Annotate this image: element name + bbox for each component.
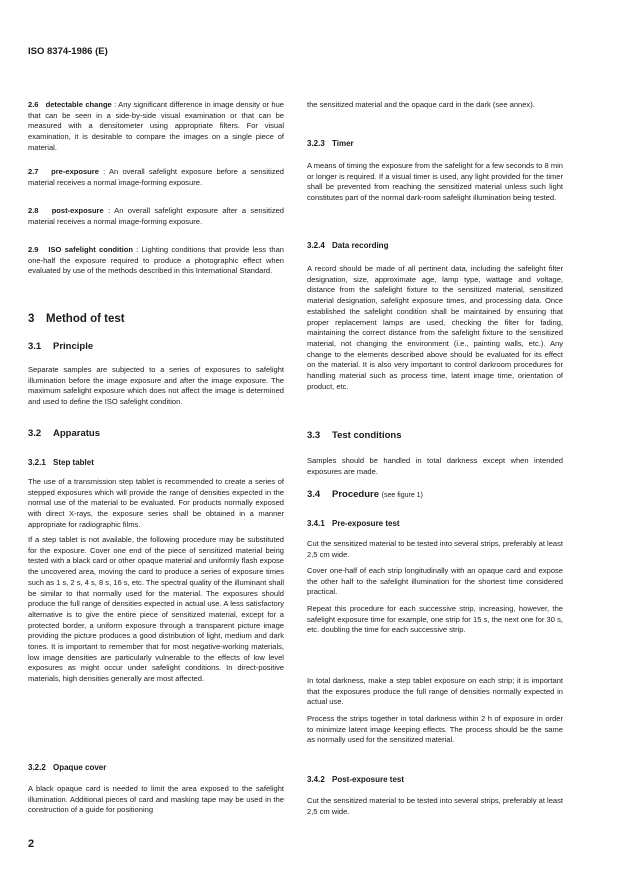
post-exposure-paragraph: Cut the sensitized material to be tested into several strips, preferably at least 2,5 cm wide. (307, 796, 563, 816)
page-number: 2 (28, 838, 35, 850)
section-3-2-2-heading (28, 763, 106, 772)
pre-exposure-paragraph-4: In total darkness, make a step tablet exposure on each strip; it is important that the exposures produce the full range of densities normally expected in actual use. (307, 676, 563, 707)
timer-paragraph: A means of timing the exposure from the safelight for a few seconds to 8 min or longer is required. If a visual timer is used, any light provided for the timer shall be prevented from reaching the sensitized material unless such light constitutes part of the normal dark-room safelight illumination being tested. (307, 161, 563, 203)
def-term: post-exposure (51, 206, 104, 215)
step-tablet-paragraph-1: The use of a transmission step tablet is recommended to create a series of stepped exposures which will provide the range of densities expected in the normal use of the material to be evaluated. For products normally exposed with direct X-rays, the exposure series shall be obtained in a manner appropriate for radiographic films. (28, 477, 284, 529)
section-title: Data recording (332, 241, 389, 250)
section-title: Opaque cover (53, 763, 107, 772)
def-text: : Any significant difference in image density or hue that can be seen in a side-by-side visual examination or that can be measured with a densitometer using appropriate filters. For visual examination, it is desirable to compare the images on a single piece of material. (28, 100, 284, 152)
opaque-cover-paragraph: A black opaque card is needed to limit the area exposed to the safelight illumination. Additional pieces of card and masking tape may be used in the construction of a guide for positioning (28, 784, 284, 815)
def-text: : An overall safelight exposure after a sensitized material receives a normal image-forming exposure. (28, 206, 284, 226)
section-num: 3 (28, 313, 35, 325)
section-title: Apparatus (53, 428, 100, 439)
pre-exposure-paragraph-3: Repeat this procedure for each successive strip, increasing, however, the safelight exposure time for example, one strip for 15 s, the next one for 30 s, etc. doubling the time for each successive strip. (307, 604, 563, 635)
section-3-2-4-heading (307, 241, 388, 250)
section-title: Method of test (46, 313, 125, 325)
figure-reference: (see figure 1) (381, 492, 423, 499)
section-3-2-heading (28, 428, 100, 439)
def-text: : Lighting conditions that provide less than one-half the exposure required to produce a photographic effect when evaluated by use of the methods described in this International Standard. (28, 245, 284, 276)
section-title: Pre-exposure test (332, 519, 400, 528)
section-num: 3.2.2 (28, 763, 46, 772)
definition-2-7 (28, 167, 284, 188)
def-term: ISO safelight condition (48, 245, 133, 254)
definition-2-9 (28, 245, 284, 277)
section-3-4-1-heading (307, 519, 400, 528)
def-term: pre-exposure (51, 167, 99, 176)
definition-2-6 (28, 100, 284, 154)
section-num: 3.4.2 (307, 775, 325, 784)
document-header: ISO 8374-1986 (E) (28, 46, 108, 57)
section-3-4-heading (307, 489, 423, 500)
section-num: 3.2.4 (307, 241, 325, 250)
definition-2-8 (28, 206, 284, 227)
section-num: 3.1 (28, 341, 42, 352)
section-3-heading (28, 313, 125, 325)
continued-paragraph: the sensitized material and the opaque card in the dark (see annex). (307, 100, 535, 109)
def-num: 2.7 (28, 167, 39, 176)
section-num: 3.4.1 (307, 519, 325, 528)
principle-paragraph: Separate samples are subjected to a series of exposures to safelight illumination before the image exposure and after the image exposure. The maximum safelight exposure which does not affect the image is determined and used to define the ISO safelight condition. (28, 365, 284, 407)
section-3-3-heading (307, 430, 402, 441)
section-title: Test conditions (332, 430, 402, 441)
def-num: 2.9 (28, 245, 39, 254)
section-num: 3.2.1 (28, 458, 46, 467)
pre-exposure-paragraph-5: Process the strips together in total darkness within 2 h of exposure in order to minimize latent image keeping effects. The process should be the same as normally used for the sensitized material. (307, 714, 563, 745)
section-3-2-3-heading (307, 139, 354, 148)
pre-exposure-paragraph-2: Cover one-half of each strip longitudinally with an opaque card and expose the other half to the safelight illumination for the shortest time considered practical. (307, 566, 563, 597)
section-title: Timer (332, 139, 354, 148)
section-title: Principle (53, 341, 94, 352)
section-title: Post-exposure test (332, 775, 405, 784)
section-num: 3.2.3 (307, 139, 325, 148)
section-3-4-2-heading (307, 775, 404, 784)
section-3-2-1-heading (28, 458, 94, 467)
def-text: : An overall safelight exposure before a sensitized material receives a normal image-forming exposure. (28, 167, 284, 187)
section-title: Step tablet (53, 458, 94, 467)
section-num: 3.3 (307, 430, 321, 441)
def-num: 2.8 (28, 206, 39, 215)
section-3-1-heading (28, 341, 93, 352)
def-num: 2.6 (28, 100, 39, 109)
step-tablet-paragraph-2: If a step tablet is not available, the following procedure may be substituted for the exposure. Cover one end of the piece of sensitized material being tested with a black card or other opaque material and uniformly flash expose the uncovered area, moving the card to produce a series of exposure times such as 1 s, 2 s, 4 s, 8 s, 16 s, etc. The spectral quality of the illuminant shall be similar to that normally used for the material. The exposures should produce the full range of densities expected in actual use. A less satisfactory alternative is to give the entire piece of sensitized material, except for a protected border, a uniform exposure through a transparent picture image providing the picture produces a good distribution of light, medium and dark tones. It is important to remember that for most negative-working materials, low image densities are particularly vulnerable to the effects of low level exposures as might occur under safelight conditions. In direct-positive materials, high densities generally are most affected. (28, 535, 284, 684)
def-term: detectable change (45, 100, 112, 109)
section-num: 3.2 (28, 428, 42, 439)
section-num: 3.4 (307, 489, 321, 500)
test-conditions-paragraph: Samples should be handled in total darkness except when intended exposures are made. (307, 456, 563, 476)
pre-exposure-paragraph-1: Cut the sensitized material to be tested into several strips, preferably at least 2,5 cm wide. (307, 539, 563, 559)
data-recording-paragraph: A record should be made of all pertinent data, including the safelight filter designation, size, approximate age, lamp type, wattage and voltage, distance from the safelight fixture to the sensitized material, sensitized material designation, safelight exposure times, and processing data. Once established the safelight condition shall be maintained by ensuring that proper replacement lamps are used, checking the filter for fading, maintaining the correct distance from the safelight fixture to the sensitized material, not changing the environment (i.e., painting walls, etc.). Any change to the elements described above should be evaluated for its effect on the material. It is also very important to control darkroom procedures for handling material such as process time, latent image time, orientation of product, etc. (307, 264, 563, 391)
section-title: Procedure (332, 489, 379, 500)
